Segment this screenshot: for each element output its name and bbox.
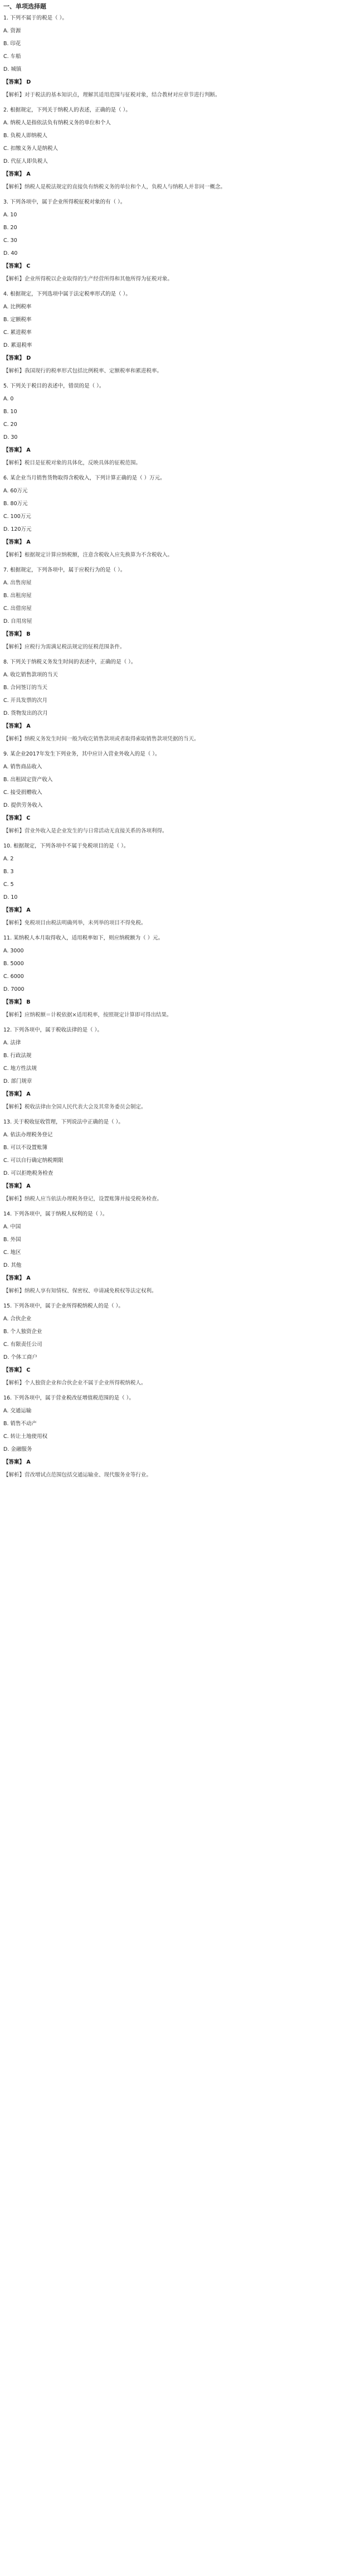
spacer — [3, 1243, 338, 1249]
question-text: 14. 下列各项中，属于纳税人权利的是（ ）。 — [3, 1211, 108, 1217]
spacer — [3, 942, 338, 947]
spacer — [3, 651, 338, 658]
answer-value: C — [25, 815, 31, 821]
spacer — [3, 403, 338, 408]
answer-label: 【答案】 — [3, 79, 25, 85]
question-option: D. 金融服务 — [3, 1446, 32, 1452]
answer-label: 【答案】 — [3, 447, 25, 453]
question-option: D. 部门规章 — [3, 1078, 32, 1084]
answer-label: 【答案】 — [3, 1275, 25, 1281]
question-option: A. 依法办理税务登记 — [3, 1132, 53, 1138]
answer-line — [3, 815, 338, 822]
spacer — [3, 1282, 338, 1287]
spacer — [3, 1190, 338, 1195]
spacer — [3, 441, 338, 447]
spacer — [3, 955, 338, 960]
spacer — [3, 152, 338, 158]
question-option: D. 7000 — [3, 986, 25, 992]
spacer — [3, 875, 338, 881]
answer-line — [3, 539, 338, 546]
answer-label: 【答案】 — [3, 171, 25, 177]
spacer — [3, 1006, 338, 1011]
section-title: 一、单项选择题 — [3, 3, 46, 10]
question-text: 8. 下列关于纳税义务发生时间的表述中，正确的是（ ）。 — [3, 659, 137, 665]
question-option: A. 合伙企业 — [3, 1316, 32, 1322]
spacer — [3, 612, 338, 618]
spacer — [3, 743, 338, 750]
spacer — [3, 730, 338, 735]
spacer — [3, 809, 338, 815]
question-option: B. 定额税率 — [3, 317, 32, 323]
spacer — [3, 1047, 338, 1052]
question-option: D. 货物发出的次月 — [3, 710, 48, 716]
question-option: A. 出售房屋 — [3, 580, 32, 586]
spacer — [3, 758, 338, 763]
answer-value: A — [25, 447, 31, 453]
spacer — [3, 1019, 338, 1026]
spacer — [3, 311, 338, 316]
spacer — [3, 1479, 338, 1486]
analysis-text: 【解析】应纳税额＝计税依据×适用税率，按照规定计算即可得出结果。 — [3, 1012, 172, 1018]
spacer — [3, 796, 338, 802]
question-option: C. 地区 — [3, 1250, 21, 1256]
question-option: A. 纳税人是指依法负有纳税义务的单位和个人 — [3, 120, 111, 126]
spacer — [3, 1164, 338, 1170]
spacer — [3, 1453, 338, 1459]
answer-value: B — [25, 631, 31, 637]
spacer — [3, 99, 338, 106]
question-option: C. 6000 — [3, 974, 24, 980]
spacer — [3, 1402, 338, 1407]
answer-line — [3, 263, 338, 270]
spacer — [3, 717, 338, 723]
spacer — [3, 1072, 338, 1078]
spacer — [3, 559, 338, 566]
question-option: B. 销售不动产 — [3, 1421, 37, 1427]
spacer — [3, 691, 338, 697]
analysis-text: 【解析】对于税法的基本知识点，理解其适用范围与征税对象，结合教材对应章节进行判断。 — [3, 92, 221, 98]
question-option: C. 100万元 — [3, 514, 31, 520]
spacer — [3, 206, 338, 211]
analysis-text: 【解析】纳税人享有知情权、保密权、申请减免税权等法定权利。 — [3, 1288, 157, 1294]
spacer — [3, 1231, 338, 1236]
spacer — [3, 454, 338, 459]
question-option: A. 交通运输 — [3, 1408, 32, 1414]
question-option: D. 120万元 — [3, 526, 32, 532]
answer-label: 【答案】 — [3, 263, 25, 269]
spacer — [3, 1427, 338, 1433]
spacer — [3, 1387, 338, 1394]
spacer — [3, 783, 338, 789]
question-option: D. 30 — [3, 434, 18, 440]
question-option: D. 40 — [3, 250, 18, 256]
question-option: C. 开具发票的次月 — [3, 698, 48, 704]
spacer — [3, 362, 338, 367]
question-option: D. 可以拒绝税务检查 — [3, 1170, 53, 1176]
spacer — [3, 191, 338, 198]
question-option: B. 合同签订的当天 — [3, 685, 48, 691]
answer-line — [3, 171, 338, 178]
question-option: C. 转让土地使用权 — [3, 1434, 48, 1440]
question-option: B. 出租固定资产收入 — [3, 777, 53, 783]
question-option: C. 接受捐赠收入 — [3, 790, 42, 796]
spacer — [3, 599, 338, 605]
spacer — [3, 336, 338, 342]
spacer — [3, 1034, 338, 1039]
answer-value: A — [25, 907, 31, 913]
question-option: C. 车船 — [3, 54, 21, 60]
spacer — [3, 863, 338, 868]
spacer — [3, 165, 338, 171]
question-option: B. 80万元 — [3, 501, 28, 507]
analysis-text: 【解析】免税项目由税法明确列举，未列举的项目不得免税。 — [3, 920, 147, 926]
question-option: B. 行政法规 — [3, 1053, 32, 1059]
question-option: C. 可以自行确定纳税期限 — [3, 1158, 64, 1164]
spacer — [3, 219, 338, 224]
spacer — [3, 178, 338, 183]
spacer — [3, 1269, 338, 1275]
question-option: A. 资源 — [3, 28, 21, 34]
analysis-text: 【解析】企业所得税以企业取得的生产经营所得和其他所得为征税对象。 — [3, 276, 173, 282]
analysis-text: 【解析】税目是征税对象的具体化，反映具体的征税范围。 — [3, 460, 142, 466]
question-option: B. 5000 — [3, 961, 24, 967]
answer-value: A — [25, 1091, 31, 1097]
answer-line — [3, 1459, 338, 1466]
question-option: D. 自用房屋 — [3, 618, 32, 624]
answer-value: D — [25, 79, 31, 85]
question-text: 16. 下列各项中，属于营业税改征增值税范围的是（ ）。 — [3, 1395, 134, 1401]
answer-label: 【答案】 — [3, 1091, 25, 1097]
question-option: C. 出借房屋 — [3, 606, 32, 612]
answer-label: 【答案】 — [3, 907, 25, 913]
answer-line — [3, 1183, 338, 1190]
spacer — [3, 1098, 338, 1103]
answer-line — [3, 723, 338, 730]
question-option: B. 10 — [3, 409, 17, 415]
answer-line — [3, 79, 338, 86]
question-text: 2. 根据规定，下列关于纳税人的表述，正确的是（ ）。 — [3, 107, 131, 113]
spacer — [3, 1361, 338, 1367]
spacer — [3, 850, 338, 855]
spacer — [3, 771, 338, 776]
answer-value: A — [25, 723, 31, 729]
spacer — [3, 1295, 338, 1302]
question-option: C. 扣缴义务人是纳税人 — [3, 146, 59, 152]
spacer — [3, 679, 338, 684]
spacer — [3, 139, 338, 145]
spacer — [3, 22, 338, 27]
question-option: A. 收讫销售款项的当天 — [3, 672, 58, 678]
answer-label: 【答案】 — [3, 631, 25, 637]
analysis-text: 【解析】根据规定计算应纳税额，注意含税收入应先换算为不含税收入。 — [3, 552, 173, 558]
spacer — [3, 967, 338, 973]
question-option: A. 3000 — [3, 948, 24, 954]
spacer — [3, 482, 338, 487]
answer-value: D — [25, 355, 31, 361]
analysis-text: 【解析】税收法律由全国人民代表大会及其常务委员会制定。 — [3, 1104, 147, 1110]
spacer — [3, 1177, 338, 1183]
spacer — [3, 638, 338, 643]
spacer — [3, 1111, 338, 1118]
spacer — [3, 257, 338, 263]
answer-value: A — [25, 171, 31, 177]
question-option: A. 销售商品收入 — [3, 764, 42, 770]
question-text: 10. 根据规定，下列各项中不属于免税项目的是（ ）。 — [3, 843, 129, 849]
answer-value: C — [25, 263, 31, 269]
spacer — [3, 114, 338, 119]
answer-line — [3, 1091, 338, 1098]
answer-label: 【答案】 — [3, 723, 25, 729]
question-option: D. 累退税率 — [3, 342, 32, 348]
question-option: D. 其他 — [3, 1262, 22, 1268]
answer-line — [3, 999, 338, 1006]
spacer — [3, 1323, 338, 1328]
question-option: D. 个体工商户 — [3, 1354, 37, 1360]
spacer — [3, 244, 338, 250]
question-option: A. 2 — [3, 856, 14, 862]
question-list — [3, 14, 338, 1486]
question-option: D. 10 — [3, 894, 18, 900]
question-text: 7. 根据规定，下列各项中，属于应税行为的是（ ）。 — [3, 567, 126, 573]
spacer — [3, 901, 338, 907]
spacer — [3, 127, 338, 132]
question-text: 9. 某企业2017年发生下列业务，其中应计入营业外收入的是（ ）。 — [3, 751, 160, 757]
spacer — [3, 1085, 338, 1091]
answer-line — [3, 1367, 338, 1374]
question-option: B. 3 — [3, 869, 14, 875]
question-option: B. 印花 — [3, 41, 21, 47]
spacer — [3, 1415, 338, 1420]
answer-label: 【答案】 — [3, 1367, 25, 1373]
spacer — [3, 888, 338, 894]
answer-value: A — [25, 1459, 31, 1465]
question-option: A. 0 — [3, 396, 14, 402]
spacer — [3, 625, 338, 631]
analysis-text: 【解析】纳税人是税法规定的直接负有纳税义务的单位和个人，负税人与纳税人并非同一概念。 — [3, 184, 226, 190]
analysis-text: 【解析】纳税人应当依法办理税务登记，设置账簿并接受税务检查。 — [3, 1196, 163, 1202]
analysis-text: 【解析】营业外收入是企业发生的与日常活动无直接关系的各项利得。 — [3, 828, 168, 834]
question-option: C. 5 — [3, 882, 14, 888]
spacer — [3, 1310, 338, 1315]
question-option: D. 城镇 — [3, 66, 22, 72]
spacer — [3, 835, 338, 842]
spacer — [3, 349, 338, 355]
answer-label: 【答案】 — [3, 815, 25, 821]
spacer — [3, 1218, 338, 1223]
question-option: A. 中国 — [3, 1224, 21, 1230]
answer-value: C — [25, 1367, 31, 1373]
answer-line — [3, 447, 338, 454]
spacer — [3, 1059, 338, 1065]
spacer — [3, 666, 338, 671]
spacer — [3, 1348, 338, 1354]
answer-value: B — [25, 999, 31, 1005]
spacer — [3, 822, 338, 827]
spacer — [3, 323, 338, 329]
answer-line — [3, 1275, 338, 1282]
question-text: 5. 下列关于税目的表述中，错误的是（ ）。 — [3, 383, 105, 389]
question-option: C. 20 — [3, 422, 17, 428]
question-option: B. 20 — [3, 225, 17, 231]
spacer — [3, 467, 338, 474]
question-option: C. 30 — [3, 238, 17, 244]
question-text: 6. 某企业当月销售货物取得含税收入，下列计算正确的是（ ）万元。 — [3, 475, 165, 481]
question-text: 11. 某纳税人本月取得收入，适用税率如下，则应纳税额为（ ）元。 — [3, 935, 164, 941]
spacer — [3, 298, 338, 303]
question-option: C. 累进税率 — [3, 330, 32, 336]
spacer — [3, 1151, 338, 1157]
answer-line — [3, 907, 338, 914]
analysis-text: 【解析】应税行为需满足税法规定的征税范围条件。 — [3, 644, 125, 650]
spacer — [3, 1466, 338, 1471]
analysis-text: 【解析】营改增试点范围包括交通运输业、现代服务业等行业。 — [3, 1472, 152, 1478]
spacer — [3, 587, 338, 592]
answer-label: 【答案】 — [3, 999, 25, 1005]
spacer — [3, 927, 338, 934]
question-text: 4. 根据规定，下列选项中属于法定税率形式的是（ ）。 — [3, 291, 131, 297]
spacer — [3, 35, 338, 40]
question-option: B. 负税人即纳税人 — [3, 133, 48, 139]
answer-value: A — [25, 539, 31, 545]
spacer — [3, 495, 338, 500]
spacer — [3, 1256, 338, 1262]
spacer — [3, 574, 338, 579]
spacer — [3, 60, 338, 66]
spacer — [3, 86, 338, 91]
answer-label: 【答案】 — [3, 539, 25, 545]
question-option: B. 个人独资企业 — [3, 1329, 42, 1335]
question-option: B. 外国 — [3, 1237, 21, 1243]
question-text: 13. 关于税收征收管理，下列说法中正确的是（ ）。 — [3, 1119, 124, 1125]
spacer — [3, 1440, 338, 1446]
question-option: A. 法律 — [3, 1040, 21, 1046]
spacer — [3, 415, 338, 421]
spacer — [3, 428, 338, 434]
spacer — [3, 1374, 338, 1379]
answer-line — [3, 631, 338, 638]
question-option: B. 出租房屋 — [3, 593, 32, 599]
question-text: 12. 下列各项中，属于税收法律的是（ ）。 — [3, 1027, 103, 1033]
question-option: C. 地方性法规 — [3, 1066, 37, 1072]
question-option: A. 60万元 — [3, 488, 28, 494]
analysis-text: 【解析】纳税义务发生时间一般为收讫销售款项或者取得索取销售款项凭据的当天。 — [3, 736, 199, 742]
question-option: C. 有限责任公司 — [3, 1342, 42, 1348]
spacer — [3, 73, 338, 79]
spacer — [3, 1139, 338, 1144]
question-option: D. 提供劳务收入 — [3, 802, 43, 808]
spacer — [3, 231, 338, 237]
spacer — [3, 520, 338, 526]
answer-value: A — [25, 1183, 31, 1189]
analysis-text: 【解析】我国现行的税率形式包括比例税率、定额税率和累进税率。 — [3, 368, 163, 374]
answer-label: 【答案】 — [3, 355, 25, 361]
answer-value: A — [25, 1275, 31, 1281]
answer-line — [3, 355, 338, 362]
answer-label: 【答案】 — [3, 1183, 25, 1189]
analysis-text: 【解析】个人独资企业和合伙企业不属于企业所得税纳税人。 — [3, 1380, 147, 1386]
question-text: 3. 下列各项中，属于企业所得税征税对象的有（ ）。 — [3, 199, 126, 205]
spacer — [3, 375, 338, 382]
question-option: A. 10 — [3, 212, 17, 218]
spacer — [3, 507, 338, 513]
question-option: B. 可以不设置账簿 — [3, 1145, 48, 1151]
spacer — [3, 283, 338, 290]
answer-label: 【答案】 — [3, 1459, 25, 1465]
spacer — [3, 914, 338, 919]
spacer — [3, 1335, 338, 1341]
spacer — [3, 1126, 338, 1131]
spacer — [3, 546, 338, 551]
question-option: A. 比例税率 — [3, 304, 32, 310]
spacer — [3, 270, 338, 275]
question-text: 1. 下列不属于的税是（ ）。 — [3, 15, 67, 21]
question-option: D. 代征人即负税人 — [3, 158, 48, 164]
spacer — [3, 993, 338, 999]
spacer — [3, 980, 338, 986]
spacer — [3, 533, 338, 539]
spacer — [3, 704, 338, 710]
spacer — [3, 1203, 338, 1210]
question-text: 15. 下列各项中，属于企业所得税纳税人的是（ ）。 — [3, 1303, 124, 1309]
spacer — [3, 390, 338, 395]
spacer — [3, 47, 338, 53]
